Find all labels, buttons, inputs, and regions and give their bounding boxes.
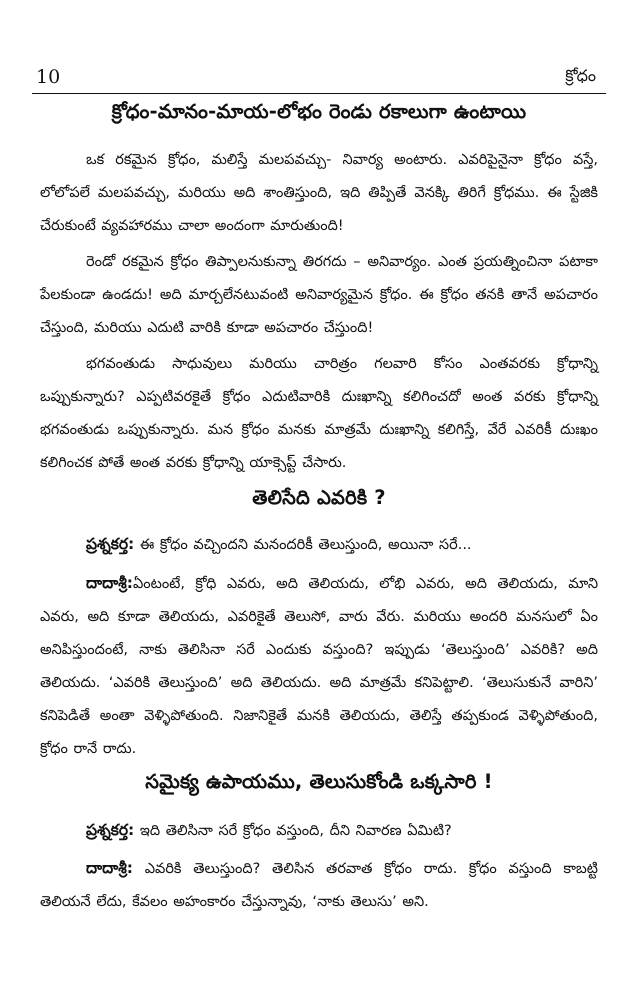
speaker-dadashri: దాదాశ్రీ:: [86, 574, 133, 592]
speaker-questioner: ప్రశ్నకర్త:: [86, 821, 135, 839]
paragraph-3: భగవంతుడు సాధువులు మరియు చారిత్రం గలవారి కోసం ఎంతవరకు క్రోధాన్ని ఒప్పుకున్నారు? ఎప్పటివరకైతే క్రోధం ఎదుటివారికి దుఃఖాన్ని కలిగించదో అంత వరకు క్రోధాన్ని భగవంతుడు ఒప్పుకున్నారు. మన క్రోధం మనకు మాత్రమే దుఃఖాన్ని కలిగిస్తే, వేరే ఎవరికీ దుఃఖం కలిగించక పోతే అంత వరకు క్రోధాన్ని యాక్సెప్ట్ చేసారు.: [40, 356, 598, 471]
section-heading-3: సమైక్య ఉపాయము, తెలుసుకోండి ఒక్కసారి !: [145, 770, 493, 793]
qa-question-2: [40, 814, 598, 848]
paragraph-2: రెండో రకమైన క్రోధం తిప్పాలనుకున్నా తిరగదు – అనివార్యం. ఎంత ప్రయత్నించినా పటాకా పేలకుండా ఉండదు! అది మార్చలేనటువంటి అనివార్యమైన క్రోధం. ఈ క్రోధం తనకి తానే అపచారం చేస్తుంది, మరియు ఎదుటి వారికి కూడా అపచారం చేస్తుంది!: [40, 254, 598, 336]
page-number: 10: [36, 66, 61, 88]
qa-answer-1: [40, 567, 598, 766]
qa-text: ఎవరికి తెలుస్తుంది? తెలిసిన తరవాత క్రోధం రాదు. క్రోధం వస్తుంది కాబట్టి తెలియనే లేదు, కేవలం అహంకారం చేస్తున్నావు, ‘నాకు తెలుసు’ అని.: [40, 861, 598, 910]
qa-text: ఇది తెలిసినా సరే క్రోధం వస్తుంది, దీని నివారణ ఏమిటి?: [134, 823, 452, 839]
speaker-questioner: ప్రశ్నకర్త:: [86, 535, 135, 553]
qa-question-1: [40, 528, 598, 562]
speaker-dadashri: దాదాశ్రీ:: [86, 859, 133, 877]
header-rule: [32, 93, 606, 94]
qa-answer-2: [40, 852, 598, 919]
qa-text: ఏంటంటే, క్రోధి ఎవరు, అది తెలియదు, లోభి ఎవరు, అది తెలియదు, మాని ఎవరు, అది కూడా తెలియదు, ఎవరికైతే తెలుసో, వారు వేరు. మరియు అందరి మనసులో ఏం అనిపిస్తుందంటే, నాకు తెలిసినా సరే ఎందుకు వస్తుంది? ఇప్పుడు ‘తెలుస్తుంది’ ఎవరికి? అది తెలియదు. ‘ఎవరికి తెలుస్తుంది’ అది తెలియదు. అది మాత్రమే కనిపెట్టాలి. ‘తెలుసుకునే వారిని’ కనిపెడితే అంతా వెళ్ళిపోతుంది. నిజానికైతే మనకి తెలియదు, తెలిస్తే తప్పకుండ వెళ్ళిపోతుంది, క్రోధం రానే రాదు.: [40, 576, 598, 757]
paragraph-1: ఒక రకమైన క్రోధం, మలిస్తే మలపవచ్చు- నివార్య అంటారు. ఎవరిపైనైనా క్రోధం వస్తే, లోలోపలే మలపవచ్చు, మరియు అది శాంతిస్తుంది, ఇది తిప్పితే వెనక్కి తిరిగే క్రోధము. ఈ స్టేజికి చేరుకుంటే వ్యవహారము చాలా అందంగా మారుతుంది!: [40, 152, 598, 234]
section-heading-2: తెలిసేది ఎవరికి ?: [252, 486, 386, 509]
qa-text: ఈ క్రోధం వచ్చిందని మనందరికీ తెలుస్తుంది, అయినా సరే...: [134, 537, 472, 553]
section-heading-1: క్రోధం-మానం-మాయ-లోభం రెండు రకాలుగా ఉంటాయి: [111, 100, 527, 123]
running-title: క్రోధం: [565, 66, 596, 85]
